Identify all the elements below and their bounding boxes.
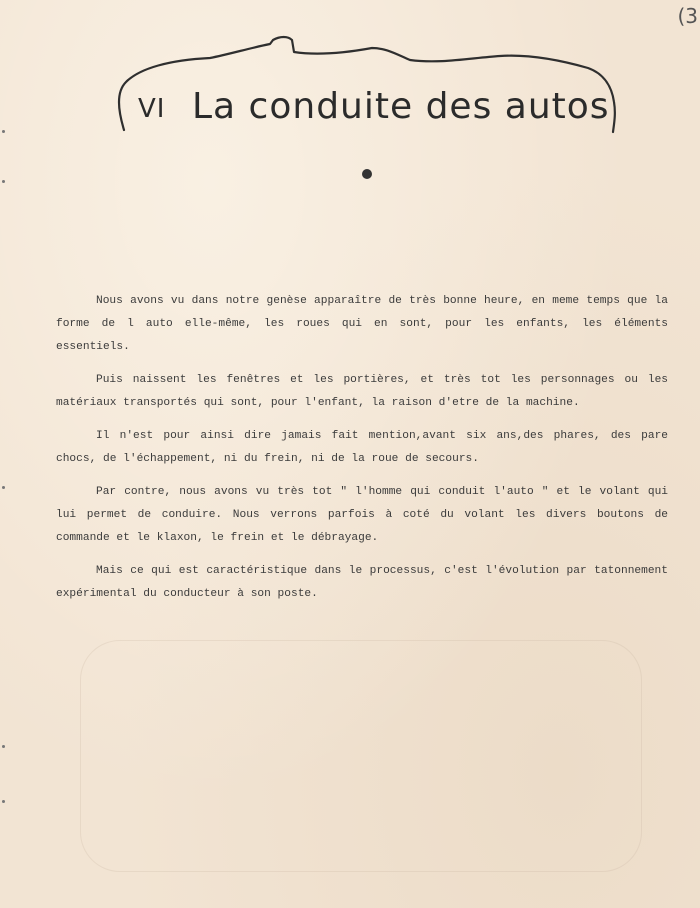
paragraph-4: Par contre, nous avons vu très tot " l'homme qui conduit l'auto " et le volant qui lui permet de conduire. Nous verrons parfois à coté du volant les divers boutons de commande et le klaxon, le frein et le débrayage. [56,486,668,544]
binding-hole-mark [2,800,5,803]
binding-hole-mark [2,486,5,489]
binding-hole-mark [2,180,5,183]
title-frame [110,30,630,150]
bullet-dot [362,169,372,179]
page-number: (3 [677,4,698,28]
paragraph-1: Nous avons vu dans notre genèse apparaître de très bonne heure, en meme temps que la forme de l auto elle-même, les roues qui en sont, pour les enfants, les éléments essentiels. [56,295,668,353]
binding-hole-mark [2,745,5,748]
chapter-title: La conduite des autos [192,86,610,127]
paragraph-5: Mais ce qui est caractéristique dans le processus, c'est l'évolution par tatonnement expérimental du conducteur à son poste. [56,565,668,600]
binding-hole-mark [2,130,5,133]
paragraph-3: Il n'est pour ainsi dire jamais fait mention,avant six ans,des phares, des pare chocs, de l'échappement, ni du frein, ni de la roue de secours. [56,430,668,465]
faded-bleed-through-drawing [80,640,642,872]
chapter-number: VI [138,94,166,124]
paragraph-2: Puis naissent les fenêtres et les portières, et très tot les personnages ou les matériaux transportés qui sont, pour l'enfant, la raison d'etre de la machine. [56,374,668,409]
body-text [56,290,668,616]
